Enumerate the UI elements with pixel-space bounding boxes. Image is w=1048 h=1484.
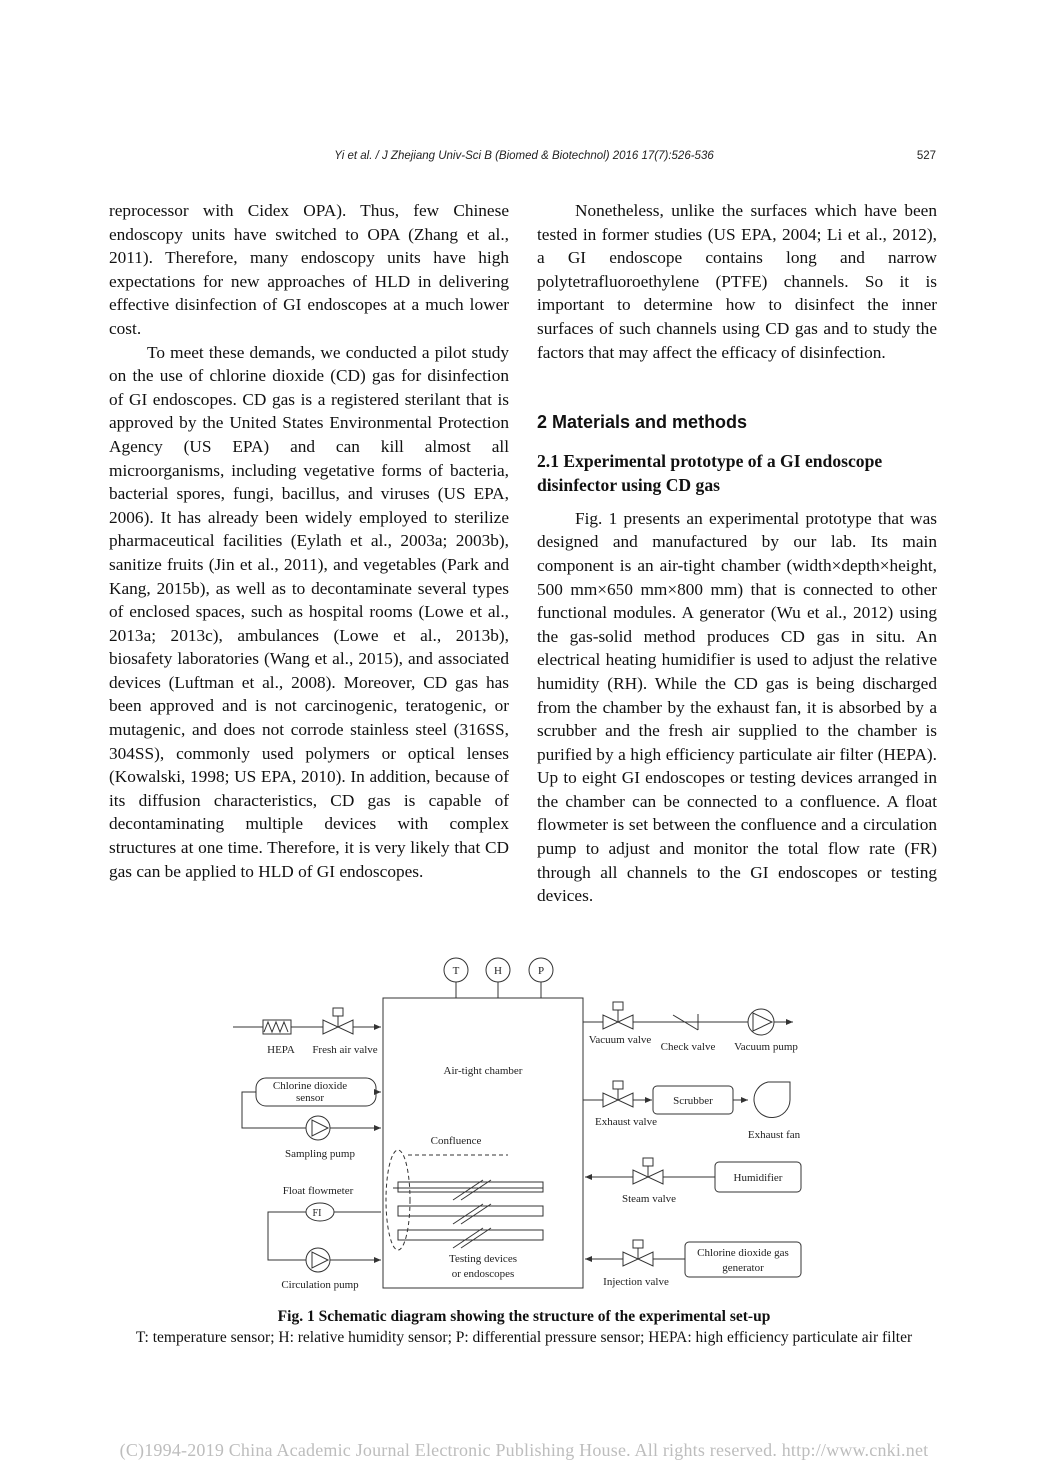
- label-float-flowmeter: Float flowmeter: [282, 1185, 354, 1197]
- schematic-figure: [228, 950, 818, 1300]
- label-chamber: Air-tight chamber: [443, 1065, 523, 1077]
- label-confluence: Confluence: [430, 1135, 482, 1147]
- page-number: 527: [916, 150, 936, 162]
- label-injection-valve: Injection valve: [603, 1276, 669, 1288]
- copyright-footer: (C)1994-2019 China Academic Journal Electronic Publishing House. All rights reserved. http://www.cnki.net: [119, 1440, 929, 1460]
- figure-note: T: temperature sensor; H: relative humidity sensor; P: differential pressure sensor; HEPA: high efficiency particulate air filter: [135, 1329, 913, 1346]
- vacuum-pump: [748, 1009, 774, 1035]
- section-title: 2 Materials and methods: [537, 412, 748, 433]
- sampling-pump: [306, 1116, 330, 1140]
- label-testing-devices: or endoscopes: [451, 1268, 515, 1280]
- hepa-filter: [263, 1020, 291, 1034]
- circulation-pump: [306, 1248, 330, 1272]
- label-fi: FI: [312, 1208, 322, 1219]
- steam-valve: [633, 1170, 648, 1184]
- figure-caption: Fig. 1 Schematic diagram showing the structure of the experimental set-up: [277, 1308, 771, 1325]
- label-vacuum-pump: Vacuum pump: [734, 1041, 798, 1053]
- air-tight-chamber: [383, 998, 583, 1288]
- label-cd-generator: generator: [722, 1262, 764, 1274]
- fresh-air-valve: [323, 1020, 338, 1034]
- label-steam-valve: Steam valve: [621, 1193, 677, 1205]
- vacuum-valve: [603, 1015, 618, 1029]
- label-testing-devices: Testing devices: [449, 1253, 517, 1265]
- label-check-valve: Check valve: [660, 1041, 716, 1053]
- paragraph: Fig. 1 presents an experimental prototype that was designed and manufactured by our lab. Its main component is an air-tight chamber (width×depth×height, 500 mm×650 mm×800 mm) that is connected to other functional modules. A generator (Wu et al., 2012) using the gas-solid method produces CD gas in situ. An electrical heating humidifier is used to adjust the relative humidity (RH). While the CD gas is being discharged from the chamber by the exhaust fan, it is absorbed by a scrubber and the fresh air supplied to the chamber is purified by a high efficiency particulate air filter (HEPA). Up to eight GI endoscopes or testing devices arranged in the chamber can be connected to a confluence. A float flowmeter is set between the confluence and a circulation pump to adjust and monitor the total flow rate (FR) through all channels to the GI endoscopes or testing devices.: [537, 508, 937, 906]
- label-p: P: [537, 965, 545, 977]
- paragraph: reprocessor with Cidex OPA). Thus, few Chinese endoscopy units have switched to OPA (Zhang et al., 2011). Therefore, many endoscopy units have high expectations for new approaches of HLD in delivering effective disinfection of GI endoscopes at a much lower cost.: [109, 201, 509, 338]
- injection-valve: [623, 1252, 638, 1266]
- label-humidifier: Humidifier: [733, 1172, 783, 1184]
- paragraph: Nonetheless, unlike the surfaces which have been tested in former studies (US EPA, 2004; Li et al., 2012), a GI endoscope contains long and narrow polytetrafluoroethylene (PTFE) channels. So it is important to determine how to disinfect the inner surfaces of such channels using CD gas and to study the factors that may affect the efficacy of disinfection.: [537, 201, 937, 362]
- label-cd-sensor: sensor: [295, 1092, 325, 1104]
- journal-citation: Yi et al. / J Zhejiang Univ-Sci B (Biomed & Biotechnol) 2016 17(7):526-536: [334, 150, 714, 162]
- label-h: H: [494, 965, 502, 977]
- label-scrubber: Scrubber: [673, 1095, 713, 1107]
- label-cd-generator: Chlorine dioxide gas: [697, 1247, 789, 1259]
- label-cd-sensor: Chlorine dioxide: [272, 1080, 348, 1092]
- label-hepa: HEPA: [267, 1044, 295, 1056]
- label-fresh-air-valve: Fresh air valve: [312, 1044, 378, 1056]
- running-header: [0, 148, 1048, 168]
- label-exhaust-fan: Exhaust fan: [747, 1129, 801, 1141]
- exhaust-valve: [603, 1093, 618, 1107]
- label-sampling-pump: Sampling pump: [285, 1148, 355, 1160]
- label-t: T: [452, 965, 460, 977]
- exhaust-fan: [754, 1082, 790, 1118]
- paragraph: To meet these demands, we conducted a pilot study on the use of chlorine dioxide (CD) gas for disinfection of GI endoscopes. CD gas is a registered sterilant that is approved by the United States Environmental Protection Agency (US EPA) and can kill almost all microorganisms, including vegetative forms of bacteria, bacterial spores, fungi, bacillus, and viruses (US EPA, 2006). It has already been widely employed to sterilize pharmaceutical facilities (Eylath et al., 2003a; 2003b), sanitize fruits (Jin et al., 2011), and vegetables (Park and Kang, 2015b), as well as to decontaminate several types of enclosed spaces, such as hospital rooms (Lowe et al., 2013a; 2013c), ambulances (Lowe et al., 2013b), biosafety laboratories (Wang et al., 2015), and associated devices (Luftman et al., 2008). Moreover, CD gas has been approved and is not carcinogenic, teratogenic, or mutagenic, and does not corrode stainless steel (316SS, 304SS), commonly used polymers or optical lenses (Kowalski, 1998; US EPA, 2010). In addition, because of its diffusion characteristics, CD gas is capable of decontaminating multiple devices with complex structures at one time. Therefore, it is very likely that CD gas can be applied to HLD of GI endoscopes.: [109, 342, 509, 881]
- label-vacuum-valve: Vacuum valve: [588, 1034, 652, 1046]
- right-column: [537, 199, 937, 908]
- label-exhaust-valve: Exhaust valve: [594, 1116, 658, 1128]
- schematic-diagram: [228, 950, 818, 1300]
- subsection-title: 2.1 Experimental prototype of a GI endoscope disinfector using CD gas: [537, 450, 883, 495]
- left-column: [109, 199, 509, 883]
- label-circulation-pump: Circulation pump: [281, 1279, 359, 1291]
